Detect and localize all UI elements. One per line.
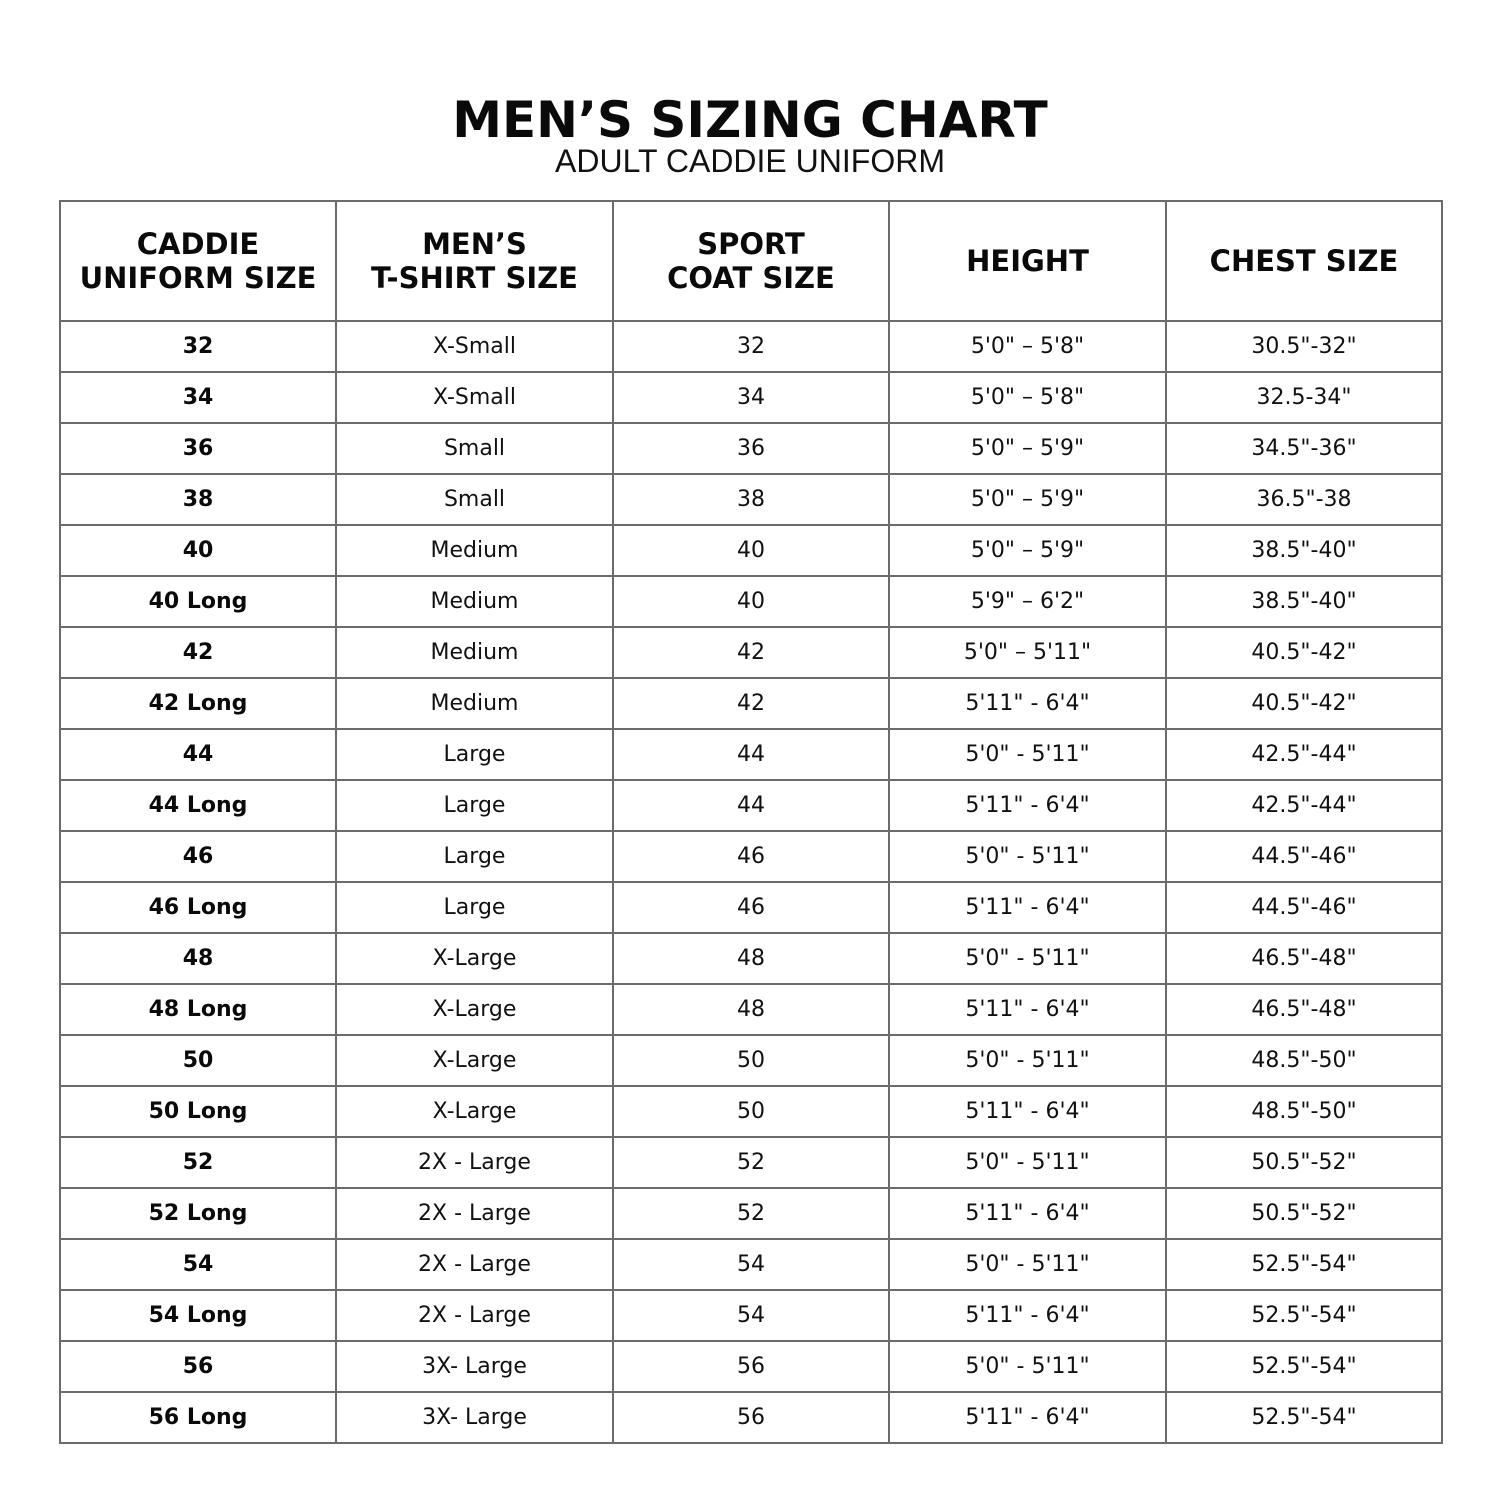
table-row (60, 780, 1442, 831)
sizing-table (59, 200, 1443, 1444)
cell-uniform-size: 50 (60, 1035, 336, 1086)
cell-uniform-size: 48 Long (60, 984, 336, 1035)
cell-chest-size: 40.5"-42" (1166, 627, 1442, 678)
cell-chest-size: 50.5"-52" (1166, 1188, 1442, 1239)
cell-coat-size: 42 (613, 678, 889, 729)
cell-uniform-size: 52 (60, 1137, 336, 1188)
cell-coat-size: 50 (613, 1086, 889, 1137)
cell-height: 5'11" - 6'4" (889, 1086, 1166, 1137)
table-body (60, 321, 1442, 1443)
header-line: HEIGHT (966, 244, 1089, 278)
cell-coat-size: 46 (613, 882, 889, 933)
cell-uniform-size: 44 Long (60, 780, 336, 831)
cell-coat-size: 54 (613, 1290, 889, 1341)
table-row (60, 1239, 1442, 1290)
cell-coat-size: 46 (613, 831, 889, 882)
header-line: CADDIE (136, 227, 260, 261)
page-subtitle: ADULT CADDIE UNIFORM (555, 143, 945, 179)
cell-height: 5'11" - 6'4" (889, 1290, 1166, 1341)
cell-tshirt-size: 2X - Large (336, 1188, 613, 1239)
cell-height: 5'9" – 6'2" (889, 576, 1166, 627)
cell-coat-size: 34 (613, 372, 889, 423)
cell-tshirt-size: 2X - Large (336, 1137, 613, 1188)
table-row (60, 423, 1442, 474)
cell-tshirt-size: 2X - Large (336, 1239, 613, 1290)
table-row (60, 1392, 1442, 1443)
table-row (60, 1086, 1442, 1137)
cell-height: 5'11" - 6'4" (889, 984, 1166, 1035)
cell-uniform-size: 48 (60, 933, 336, 984)
table-row (60, 1188, 1442, 1239)
cell-chest-size: 38.5"-40" (1166, 576, 1442, 627)
table-row (60, 1137, 1442, 1188)
table-row (60, 321, 1442, 372)
cell-tshirt-size: Medium (336, 627, 613, 678)
cell-tshirt-size: X-Large (336, 1086, 613, 1137)
cell-tshirt-size: 2X - Large (336, 1290, 613, 1341)
cell-coat-size: 36 (613, 423, 889, 474)
cell-height: 5'0" - 5'11" (889, 1341, 1166, 1392)
cell-height: 5'11" - 6'4" (889, 780, 1166, 831)
cell-uniform-size: 42 (60, 627, 336, 678)
cell-chest-size: 46.5"-48" (1166, 933, 1442, 984)
cell-height: 5'11" - 6'4" (889, 1392, 1166, 1443)
cell-coat-size: 56 (613, 1392, 889, 1443)
table-row (60, 372, 1442, 423)
cell-coat-size: 54 (613, 1239, 889, 1290)
cell-height: 5'0" – 5'11" (889, 627, 1166, 678)
cell-coat-size: 40 (613, 576, 889, 627)
cell-tshirt-size: Medium (336, 525, 613, 576)
cell-height: 5'0" - 5'11" (889, 933, 1166, 984)
table-row (60, 831, 1442, 882)
cell-uniform-size: 50 Long (60, 1086, 336, 1137)
cell-coat-size: 56 (613, 1341, 889, 1392)
cell-chest-size: 44.5"-46" (1166, 831, 1442, 882)
cell-height: 5'0" - 5'11" (889, 831, 1166, 882)
cell-uniform-size: 46 (60, 831, 336, 882)
cell-uniform-size: 56 Long (60, 1392, 336, 1443)
cell-tshirt-size: Medium (336, 576, 613, 627)
cell-tshirt-size: Small (336, 474, 613, 525)
cell-uniform-size: 54 (60, 1239, 336, 1290)
cell-height: 5'11" - 6'4" (889, 882, 1166, 933)
cell-uniform-size: 38 (60, 474, 336, 525)
table-row (60, 474, 1442, 525)
cell-chest-size: 52.5"-54" (1166, 1392, 1442, 1443)
header-line: COAT SIZE (667, 261, 835, 295)
cell-tshirt-size: Large (336, 780, 613, 831)
cell-chest-size: 42.5"-44" (1166, 780, 1442, 831)
table-row (60, 1035, 1442, 1086)
cell-coat-size: 50 (613, 1035, 889, 1086)
cell-uniform-size: 34 (60, 372, 336, 423)
header-sport-coat-size (613, 201, 889, 321)
table-row (60, 882, 1442, 933)
cell-chest-size: 34.5"-36" (1166, 423, 1442, 474)
header-line: UNIFORM SIZE (79, 261, 317, 295)
cell-tshirt-size: Large (336, 831, 613, 882)
cell-chest-size: 36.5"-38 (1166, 474, 1442, 525)
cell-chest-size: 50.5"-52" (1166, 1137, 1442, 1188)
table-header (60, 201, 1442, 321)
cell-chest-size: 46.5"-48" (1166, 984, 1442, 1035)
cell-uniform-size: 42 Long (60, 678, 336, 729)
table-row (60, 1341, 1442, 1392)
cell-tshirt-size: 3X- Large (336, 1392, 613, 1443)
cell-uniform-size: 36 (60, 423, 336, 474)
table-row (60, 729, 1442, 780)
cell-height: 5'0" – 5'8" (889, 321, 1166, 372)
cell-coat-size: 40 (613, 525, 889, 576)
header-mens-tshirt-size (336, 201, 613, 321)
cell-coat-size: 52 (613, 1137, 889, 1188)
cell-height: 5'0" – 5'9" (889, 423, 1166, 474)
cell-tshirt-size: X-Small (336, 321, 613, 372)
cell-tshirt-size: 3X- Large (336, 1341, 613, 1392)
cell-height: 5'0" – 5'9" (889, 474, 1166, 525)
cell-uniform-size: 46 Long (60, 882, 336, 933)
cell-coat-size: 38 (613, 474, 889, 525)
header-line: T-SHIRT SIZE (371, 261, 578, 295)
cell-tshirt-size: Small (336, 423, 613, 474)
header-height (889, 201, 1166, 321)
table-row (60, 627, 1442, 678)
cell-chest-size: 42.5"-44" (1166, 729, 1442, 780)
cell-tshirt-size: Large (336, 729, 613, 780)
header-line: CHEST SIZE (1209, 244, 1399, 278)
cell-height: 5'0" – 5'8" (889, 372, 1166, 423)
cell-coat-size: 52 (613, 1188, 889, 1239)
cell-chest-size: 52.5"-54" (1166, 1290, 1442, 1341)
cell-uniform-size: 32 (60, 321, 336, 372)
cell-uniform-size: 40 (60, 525, 336, 576)
cell-height: 5'0" - 5'11" (889, 729, 1166, 780)
header-chest-size (1166, 201, 1442, 321)
cell-height: 5'0" – 5'9" (889, 525, 1166, 576)
cell-chest-size: 44.5"-46" (1166, 882, 1442, 933)
cell-coat-size: 44 (613, 729, 889, 780)
cell-chest-size: 30.5"-32" (1166, 321, 1442, 372)
cell-chest-size: 40.5"-42" (1166, 678, 1442, 729)
table-row (60, 525, 1442, 576)
table-row (60, 678, 1442, 729)
header-caddie-uniform-size (60, 201, 336, 321)
cell-chest-size: 52.5"-54" (1166, 1239, 1442, 1290)
cell-chest-size: 48.5"-50" (1166, 1086, 1442, 1137)
cell-coat-size: 42 (613, 627, 889, 678)
cell-chest-size: 48.5"-50" (1166, 1035, 1442, 1086)
cell-coat-size: 48 (613, 933, 889, 984)
table-row (60, 984, 1442, 1035)
cell-tshirt-size: X-Large (336, 933, 613, 984)
cell-chest-size: 38.5"-40" (1166, 525, 1442, 576)
table-row (60, 1290, 1442, 1341)
cell-tshirt-size: X-Large (336, 1035, 613, 1086)
cell-uniform-size: 52 Long (60, 1188, 336, 1239)
cell-uniform-size: 44 (60, 729, 336, 780)
cell-chest-size: 52.5"-54" (1166, 1341, 1442, 1392)
cell-chest-size: 32.5-34" (1166, 372, 1442, 423)
cell-coat-size: 32 (613, 321, 889, 372)
cell-uniform-size: 56 (60, 1341, 336, 1392)
cell-height: 5'11" - 6'4" (889, 678, 1166, 729)
table-row (60, 576, 1442, 627)
cell-coat-size: 44 (613, 780, 889, 831)
cell-uniform-size: 54 Long (60, 1290, 336, 1341)
cell-tshirt-size: Medium (336, 678, 613, 729)
header-row (60, 201, 1442, 321)
header-line: MEN’S (422, 227, 527, 261)
cell-uniform-size: 40 Long (60, 576, 336, 627)
cell-height: 5'0" - 5'11" (889, 1035, 1166, 1086)
cell-height: 5'0" - 5'11" (889, 1239, 1166, 1290)
cell-coat-size: 48 (613, 984, 889, 1035)
cell-height: 5'11" - 6'4" (889, 1188, 1166, 1239)
header-line: SPORT (697, 227, 805, 261)
page-title: MEN’S SIZING CHART (452, 91, 1048, 149)
cell-height: 5'0" - 5'11" (889, 1137, 1166, 1188)
table-row (60, 933, 1442, 984)
cell-tshirt-size: X-Large (336, 984, 613, 1035)
cell-tshirt-size: Large (336, 882, 613, 933)
cell-tshirt-size: X-Small (336, 372, 613, 423)
